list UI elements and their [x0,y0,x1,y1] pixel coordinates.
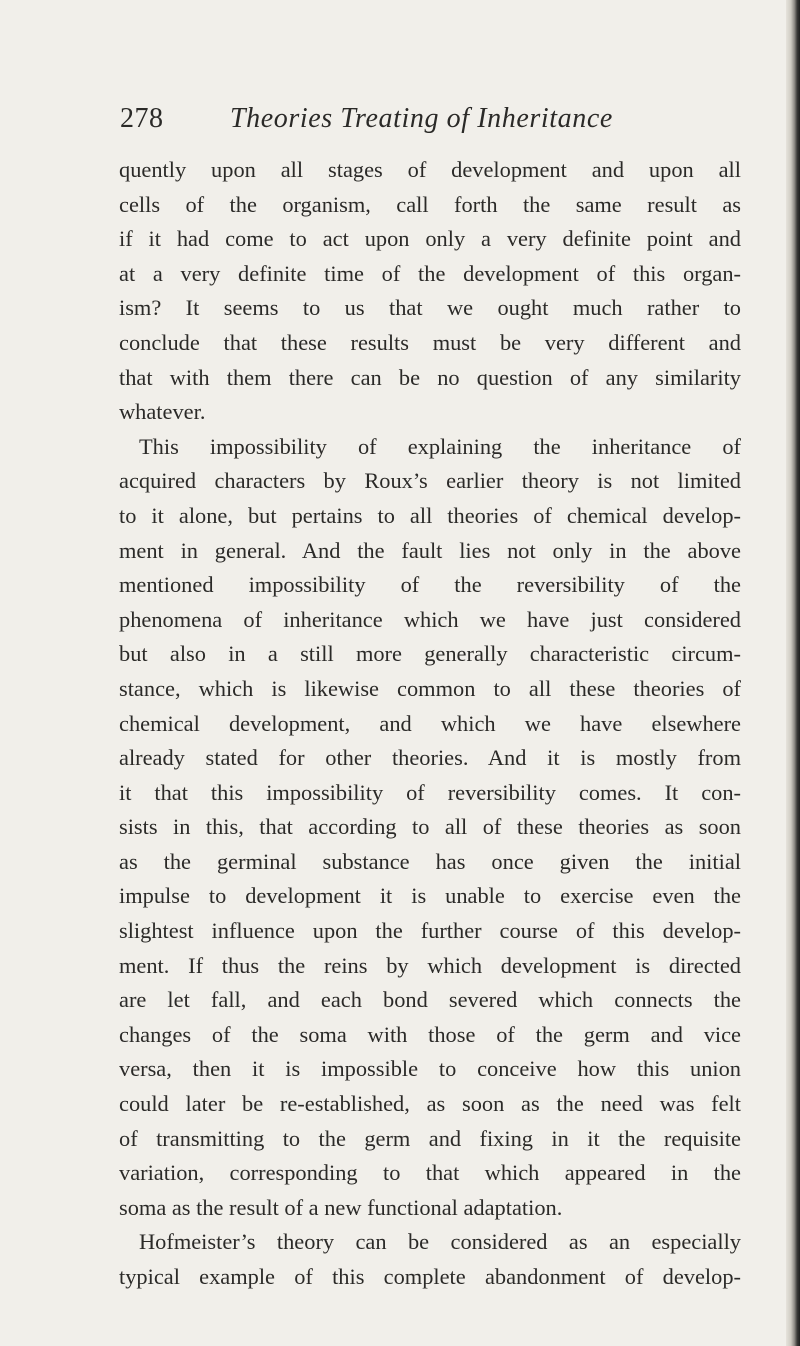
text-line: slightest influence upon the further course of this develop- [119,918,741,944]
text-line: conclude that these results must be very different and [119,329,741,355]
text-line: mentioned impossibility of the reversibility of the [119,572,741,598]
text-line: if it had come to act upon only a very definite point and [119,226,741,252]
text-line: but also in a still more generally characteristic circum- [119,641,741,667]
text-line: acquired characters by Roux’s earlier theory is not limited [119,468,741,494]
text-line: are let fall, and each bond severed which connects the [119,987,741,1013]
text-line: stance, which is likewise common to all these theories of [119,675,741,701]
text-line: variation, corresponding to that which appeared in the [119,1160,741,1186]
paragraph-end-line: whatever. [119,399,206,425]
text-line: ism? It seems to us that we ought much rather to [119,295,741,321]
running-title: Theories Treating of Inheritance [230,103,613,134]
text-line: at a very definite time of the development of this organ- [119,260,741,286]
text-line: typical example of this complete abandonment of develop- [119,1264,741,1289]
text-line: cells of the organism, call forth the same result as [119,191,741,217]
text-line: already stated for other theories. And it is mostly from [119,745,741,771]
text-line: versa, then it is impossible to conceive how this union [119,1056,741,1082]
paragraph-start-line: This impossibility of explaining the inheritance of [139,433,741,459]
page-edge-shadow [786,0,800,1346]
text-line: it that this impossibility of reversibility comes. It con- [119,779,741,805]
text-line: ment. If thus the reins by which development is directed [119,952,741,978]
text-line: phenomena of inheritance which we have just considered [119,606,741,632]
text-line: changes of the soma with those of the germ and vice [119,1021,741,1047]
running-header [120,103,740,143]
text-line: chemical development, and which we have elsewhere [119,710,741,736]
text-line: could later be re-established, as soon as the need was felt [119,1091,741,1117]
paragraph-end-line: soma as the result of a new functional adaptation. [119,1194,563,1220]
text-line: quently upon all stages of development and upon all [119,157,741,182]
text-line: as the germinal substance has once given the initial [119,848,741,874]
text-line: ment in general. And the fault lies not only in the above [119,537,741,563]
paragraph-start-line: Hofmeister’s theory can be considered as an especially [139,1229,741,1255]
text-line: of transmitting to the germ and fixing in it the requisite [119,1125,741,1151]
text-line: sists in this, that according to all of these theories as soon [119,814,741,840]
text-line: that with them there can be no question of any similarity [119,364,741,390]
text-line: impulse to development it is unable to exercise even the [119,883,741,909]
page-number: 278 [120,103,164,134]
text-line: to it alone, but pertains to all theories of chemical develop- [119,502,741,528]
body-text [119,153,741,1295]
